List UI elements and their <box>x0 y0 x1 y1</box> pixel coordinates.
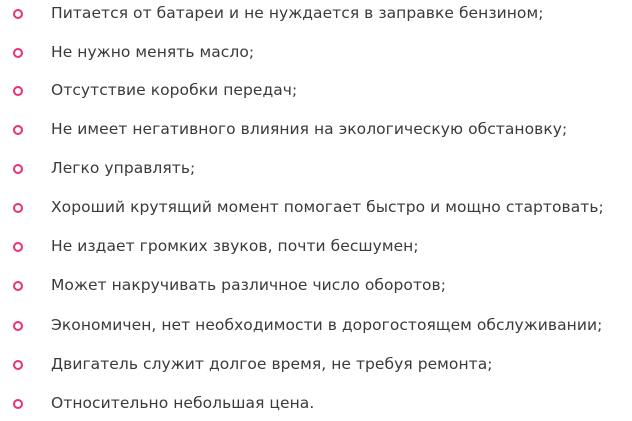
ring-bullet-icon <box>13 9 23 19</box>
list-item <box>0 273 632 299</box>
list-item-text: Не нужно менять масло; <box>51 43 255 61</box>
ring-bullet-icon <box>13 281 23 291</box>
list-item <box>0 117 632 143</box>
list-item-text: Не издает громких звуков, почти бесшумен; <box>51 237 419 255</box>
list-item-text: Хороший крутящий момент помогает быстро и мощно стартовать; <box>51 198 604 216</box>
ring-bullet-icon <box>13 48 23 58</box>
list-item-text: Экономичен, нет необходимости в дорогостоящем обслуживании; <box>51 316 603 334</box>
list-item <box>0 40 632 66</box>
list-item <box>0 313 632 339</box>
list-item-text: Легко управлять; <box>51 159 196 177</box>
list-item-text: Двигатель служит долгое время, не требуя ремонта; <box>51 355 493 373</box>
list-item-text: Относительно небольшая цена. <box>51 394 315 412</box>
list-item <box>0 1 632 27</box>
ring-bullet-icon <box>13 164 23 174</box>
ring-bullet-icon <box>13 399 23 409</box>
list-item <box>0 234 632 260</box>
list-item-text: Отсутствие коробки передач; <box>51 81 298 99</box>
list-item <box>0 195 632 221</box>
list-item-text: Может накручивать различное число оборотов; <box>51 276 447 294</box>
ring-bullet-icon <box>13 360 23 370</box>
list-item-text: Питается от батареи и не нуждается в заправке бензином; <box>51 4 544 22</box>
list-item <box>0 391 632 417</box>
list-item <box>0 78 632 104</box>
ring-bullet-icon <box>13 203 23 213</box>
ring-bullet-icon <box>13 242 23 252</box>
ring-bullet-icon <box>13 125 23 135</box>
list-item-text: Не имеет негативного влияния на экологическую обстановку; <box>51 120 568 138</box>
list-item <box>0 156 632 182</box>
list-item <box>0 352 632 378</box>
ring-bullet-icon <box>13 86 23 96</box>
ring-bullet-icon <box>13 321 23 331</box>
